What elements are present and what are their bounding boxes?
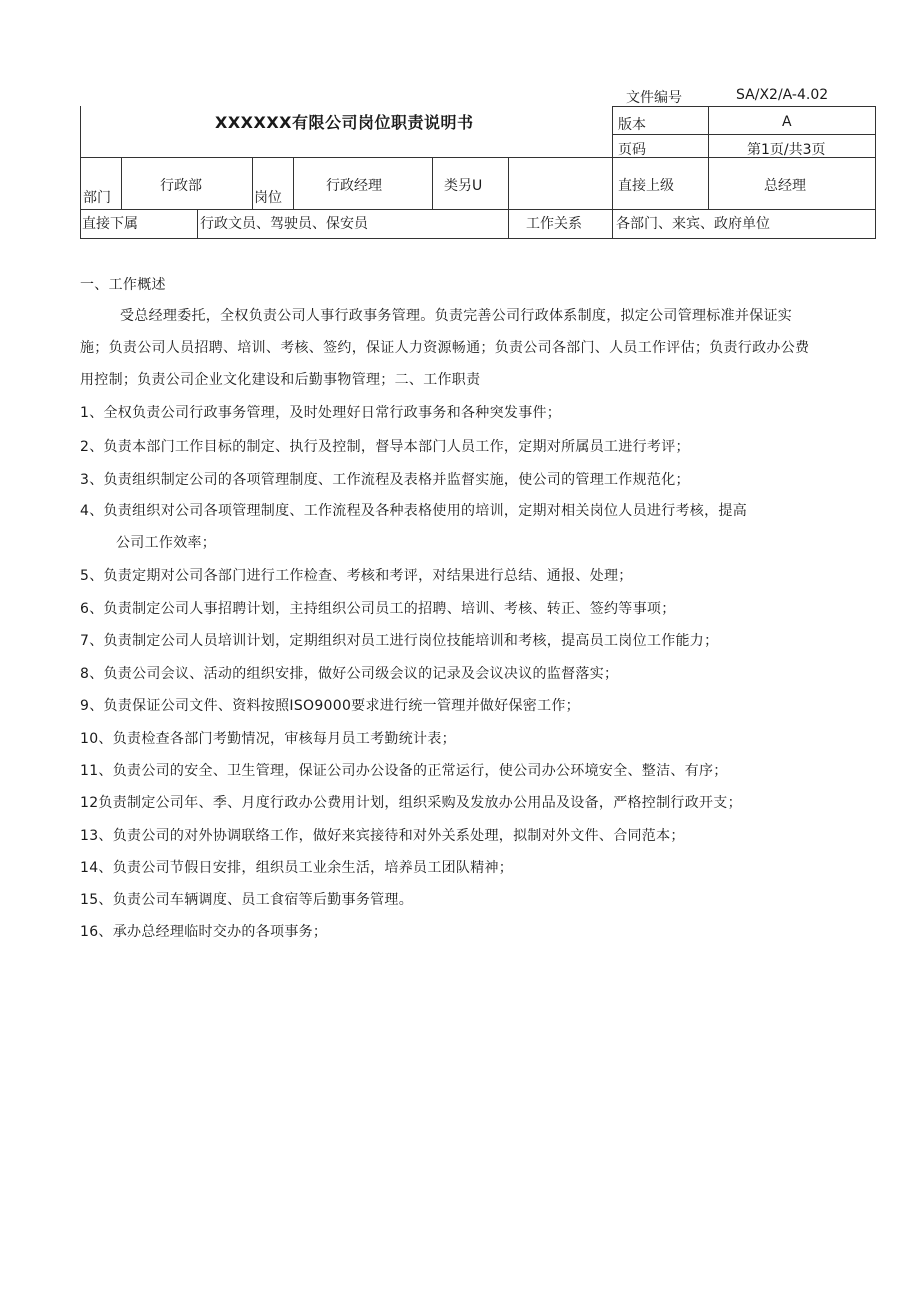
duty-item: 4、负责组织对公司各项管理制度、工作流程及各种表格使用的培训，定期对相关岗位人员进行考核，提高	[80, 503, 748, 519]
duty-item: 8、负责公司会议、活动的组织安排，做好公司级会议的记录及会议决议的监督落实；	[80, 666, 619, 682]
duty-item: 1、全权负责公司行政事务管理，及时处理好日常行政事务和各种突发事件；	[80, 405, 562, 421]
version-value: A	[782, 114, 792, 130]
file-number-label: 文件编号	[626, 90, 682, 106]
duty-item: 6、负责制定公司人事招聘计划，主持组织公司员工的招聘、培训、考核、转正、签约等事项；	[80, 601, 676, 617]
duty-item: 13、负责公司的对外协调联络工作，做好来宾接待和对外关系处理，拟制对外文件、合同范本；	[80, 828, 685, 844]
subordinate-value: 行政文员、驾驶员、保安员	[200, 216, 368, 232]
department-value: 行政部	[160, 178, 202, 194]
superior-value: 总经理	[764, 178, 806, 194]
overview-heading: 一、工作概述	[80, 277, 166, 293]
duty-item: 14、负责公司节假日安排，组织员工业余生活，培养员工团队精神；	[80, 860, 514, 876]
duty-item: 2、负责本部门工作目标的制定、执行及控制，督导本部门人员工作，定期对所属员工进行考评；	[80, 439, 690, 455]
post-value: 行政经理	[326, 178, 382, 194]
file-number-value: SA/X2/A-4.02	[736, 87, 829, 103]
category-label: 类另U	[444, 178, 483, 194]
duty-item: 7、负责制定公司人员培训计划，定期组织对员工进行岗位技能培训和考核，提高员工岗位工作能力；	[80, 633, 719, 649]
overview-line-3: 用控制；负责公司企业文化建设和后勤事物管理；二、工作职责	[80, 372, 481, 388]
document-title: XXXXXX有限公司岗位职责说明书	[215, 113, 474, 132]
duty-item: 5、负责定期对公司各部门进行工作检查、考核和考评，对结果进行总结、通报、处理；	[80, 568, 633, 584]
overview-line-2: 施；负责公司人员招聘、培训、考核、签约，保证人力资源畅通；负责公司各部门、人员工作评估；负责行政办公费	[80, 340, 810, 356]
subordinate-label: 直接下属	[82, 216, 138, 232]
duty-item: 9、负责保证公司文件、资料按照ISO9000要求进行统一管理并做好保密工作；	[80, 698, 580, 714]
duty-item: 10、负责检查各部门考勤情况，审核每月员工考勤统计表；	[80, 731, 456, 747]
overview-line-1: 受总经理委托，全权负责公司人事行政事务管理。负责完善公司行政体系制度，拟定公司管理标准并保证实	[120, 308, 793, 324]
work-relation-label: 工作关系	[526, 216, 582, 232]
duty-item: 11、负责公司的安全、卫生管理，保证公司办公设备的正常运行，使公司办公环境安全、整洁、有序；	[80, 763, 728, 779]
duty-item-continuation: 公司工作效率；	[116, 535, 217, 551]
duty-item: 15、负责公司车辆调度、员工食宿等后勤事务管理。	[80, 892, 414, 908]
superior-label: 直接上级	[618, 178, 674, 194]
version-label: 版本	[618, 117, 646, 133]
page-label: 页码	[618, 142, 646, 158]
duty-item: 16、承办总经理临时交办的各项事务；	[80, 924, 328, 940]
department-label: 部门	[83, 190, 111, 206]
duty-item: 12负责制定公司年、季、月度行政办公费用计划，组织采购及发放办公用品及设备，严格控制行政开支；	[80, 795, 742, 811]
duty-item: 3、负责组织制定公司的各项管理制度、工作流程及表格并监督实施，使公司的管理工作规范化；	[80, 472, 690, 488]
work-relation-value: 各部门、来宾、政府单位	[616, 216, 770, 232]
page-value: 第1页/共3页	[747, 142, 826, 158]
post-label: 岗位	[254, 190, 282, 206]
